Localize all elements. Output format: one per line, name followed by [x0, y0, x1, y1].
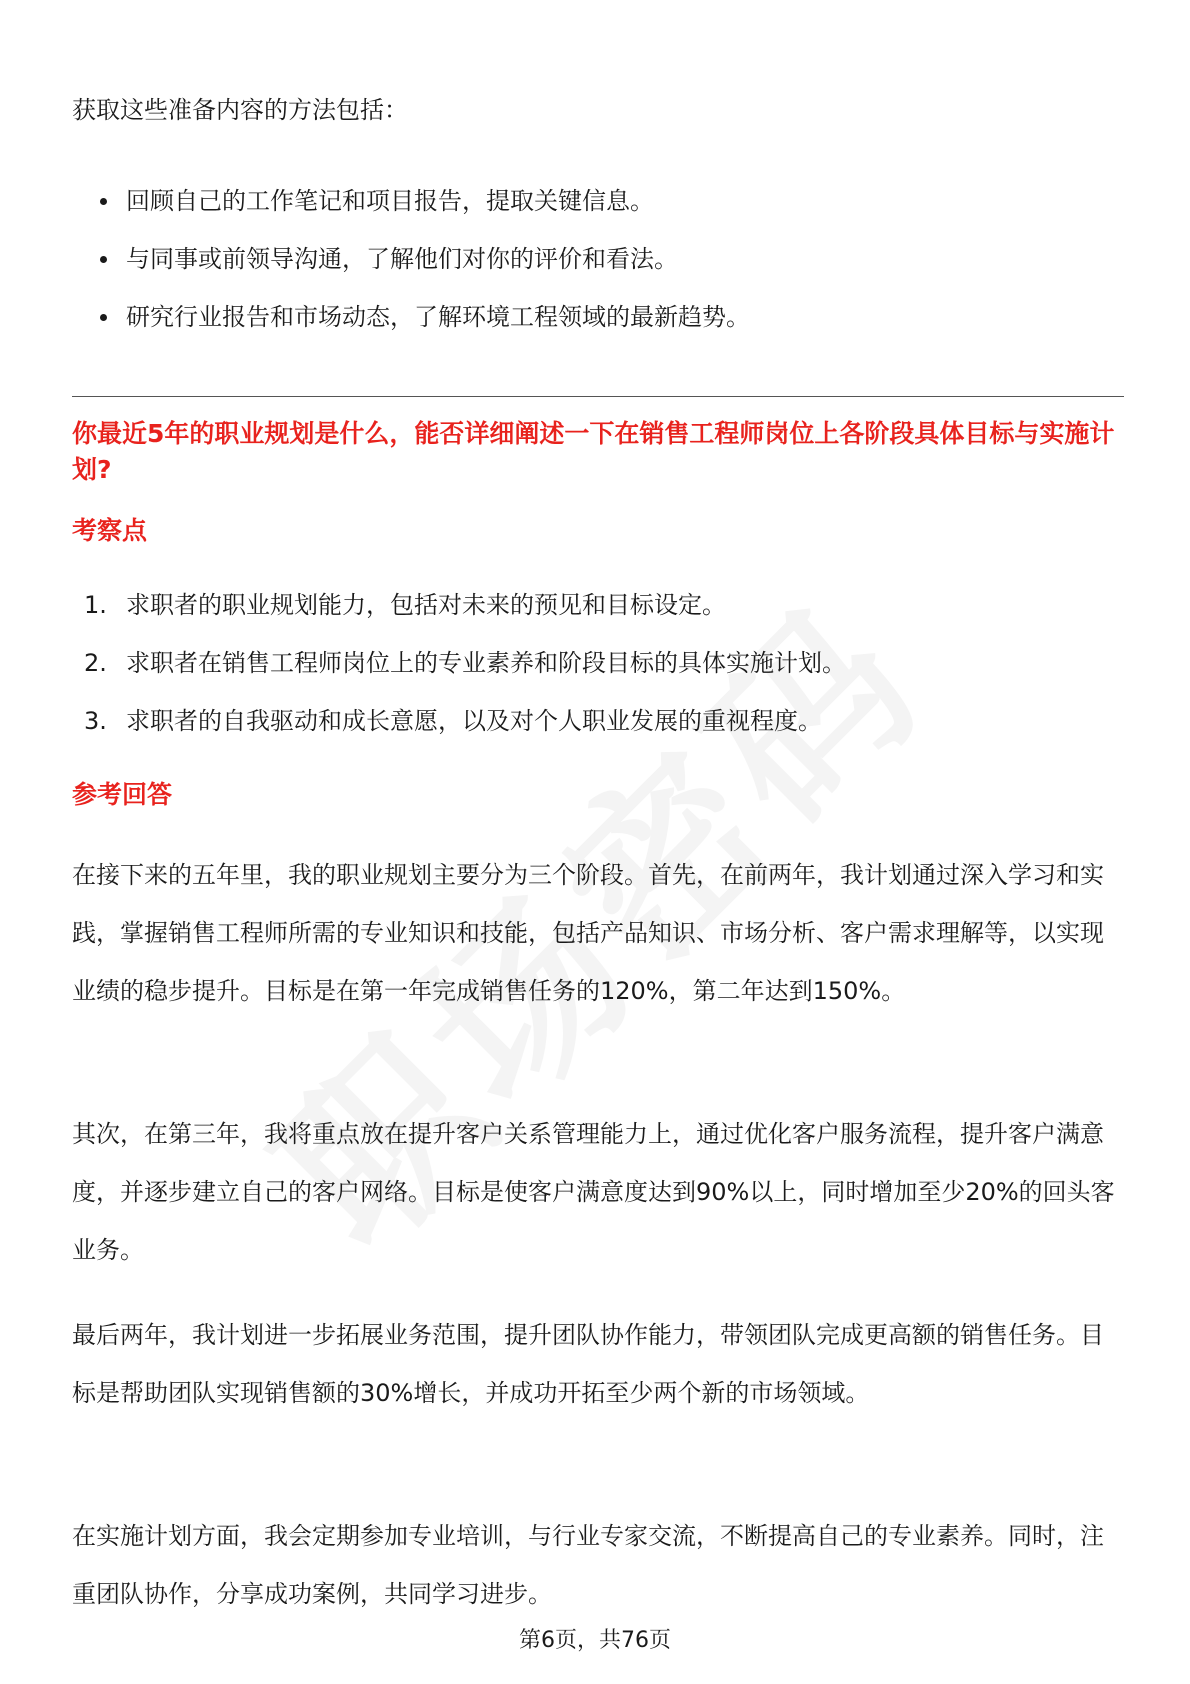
item-number: 2. [84, 649, 107, 677]
list-item [72, 703, 846, 761]
bullet-icon [100, 256, 107, 263]
list-item-text: 求职者在销售工程师岗位上的专业素养和阶段目标的具体实施计划。 [126, 649, 846, 677]
list-item-text: 研究行业报告和市场动态，了解环境工程领域的最新趋势。 [126, 303, 750, 331]
page-number: 第6页，共76页 [519, 1628, 671, 1653]
list-item [72, 183, 750, 241]
list-item [72, 299, 750, 357]
list-item [72, 587, 846, 645]
list-item [72, 241, 750, 299]
list-item-text: 求职者的自我驱动和成长意愿，以及对个人职业发展的重视程度。 [126, 707, 822, 735]
bullet-icon [100, 314, 107, 321]
section-divider [72, 396, 1124, 397]
methods-list [72, 183, 750, 357]
interview-question: 你最近5年的职业规划是什么，能否详细阐述一下在销售工程师岗位上各阶段具体目标与实施计划? [72, 419, 1115, 484]
bullet-icon [100, 198, 107, 205]
list-item-text: 回顾自己的工作笔记和项目报告，提取关键信息。 [126, 187, 654, 215]
answer-paragraph: 最后两年，我计划进一步拓展业务范围，提升团队协作能力，带领团队完成更高额的销售任务。目标是帮助团队实现销售额的30%增长，并成功开拓至少两个新的市场领域。 [72, 1321, 1104, 1407]
item-number: 3. [84, 707, 107, 735]
list-item-text: 与同事或前领导沟通，了解他们对你的评价和看法。 [126, 245, 678, 273]
answer-paragraph: 在接下来的五年里，我的职业规划主要分为三个阶段。首先，在前两年，我计划通过深入学习和实践，掌握销售工程师所需的专业知识和技能，包括产品知识、市场分析、客户需求理解等，以实现业绩的稳步提升。目标是在第一年完成销售任务的120%，第二年达到150%。 [72, 861, 1104, 1005]
list-item [72, 645, 846, 703]
answer-paragraph: 其次，在第三年，我将重点放在提升客户关系管理能力上，通过优化客户服务流程，提升客户满意度，并逐步建立自己的客户网络。目标是使客户满意度达到90%以上，同时增加至少20%的回头客业务。 [72, 1120, 1115, 1264]
item-number: 1. [84, 591, 107, 619]
reference-answer-heading: 参考回答 [72, 780, 173, 809]
exam-points-heading: 考察点 [72, 516, 148, 545]
exam-points-list [72, 587, 846, 761]
answer-paragraph: 在实施计划方面，我会定期参加专业培训，与行业专家交流，不断提高自己的专业素养。同时，注重团队协作，分享成功案例，共同学习进步。 [72, 1522, 1104, 1608]
intro-text: 获取这些准备内容的方法包括： [72, 96, 408, 124]
list-item-text: 求职者的职业规划能力，包括对未来的预见和目标设定。 [126, 591, 726, 619]
